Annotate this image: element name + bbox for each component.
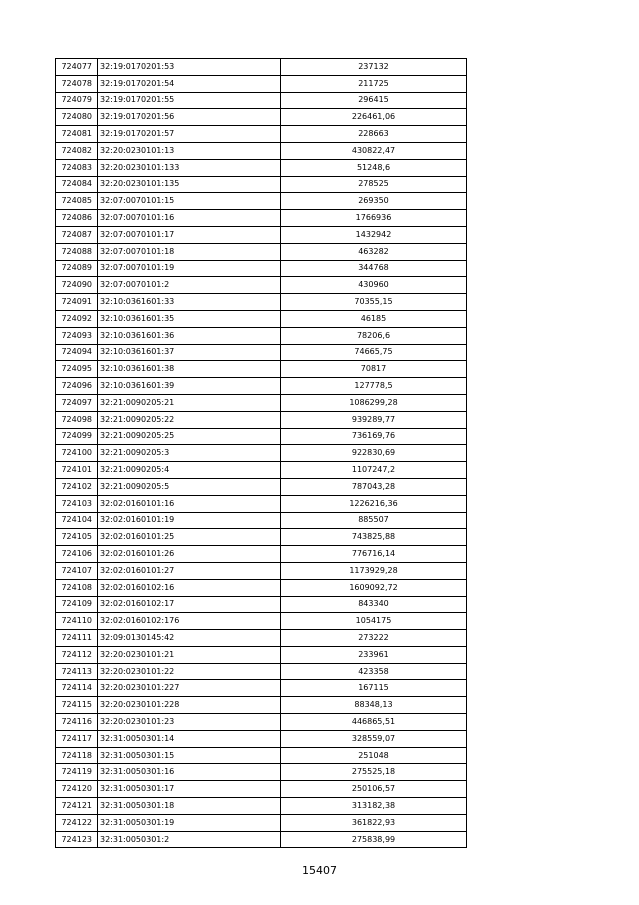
value-cell: 275525,18	[281, 764, 467, 781]
table-row	[56, 546, 467, 563]
value-cell: 843340	[281, 596, 467, 613]
value-cell: 233961	[281, 646, 467, 663]
row-id-cell: 724090	[56, 277, 98, 294]
value-cell: 269350	[281, 193, 467, 210]
row-id-cell: 724095	[56, 361, 98, 378]
table-row	[56, 781, 467, 798]
value-cell: 1173929,28	[281, 562, 467, 579]
table-row	[56, 445, 467, 462]
cadastral-number-cell: 32:20:0230101:21	[98, 646, 281, 663]
cadastral-number-cell: 32:02:0160101:19	[98, 512, 281, 529]
cadastral-number-cell: 32:02:0160102:176	[98, 613, 281, 630]
cadastral-number-cell: 32:21:0090205:5	[98, 478, 281, 495]
row-id-cell: 724110	[56, 613, 98, 630]
value-cell: 1432942	[281, 226, 467, 243]
row-id-cell: 724099	[56, 428, 98, 445]
value-cell: 344768	[281, 260, 467, 277]
value-cell: 328559,07	[281, 730, 467, 747]
value-cell: 167115	[281, 680, 467, 697]
row-id-cell: 724080	[56, 109, 98, 126]
cadastral-number-cell: 32:20:0230101:227	[98, 680, 281, 697]
value-cell: 922830,69	[281, 445, 467, 462]
row-id-cell: 724081	[56, 126, 98, 143]
cadastral-number-cell: 32:31:0050301:18	[98, 798, 281, 815]
row-id-cell: 724109	[56, 596, 98, 613]
row-id-cell: 724118	[56, 747, 98, 764]
cadastral-number-cell: 32:07:0070101:16	[98, 210, 281, 227]
value-cell: 74665,75	[281, 344, 467, 361]
value-cell: 251048	[281, 747, 467, 764]
row-id-cell: 724092	[56, 310, 98, 327]
value-cell: 423358	[281, 663, 467, 680]
cadastral-number-cell: 32:07:0070101:19	[98, 260, 281, 277]
row-id-cell: 724108	[56, 579, 98, 596]
cadastral-number-cell: 32:31:0050301:17	[98, 781, 281, 798]
value-cell: 446865,51	[281, 714, 467, 731]
table-row	[56, 613, 467, 630]
table-row	[56, 814, 467, 831]
table-row	[56, 361, 467, 378]
value-cell: 1054175	[281, 613, 467, 630]
table-row	[56, 193, 467, 210]
cadastral-number-cell: 32:10:0361601:37	[98, 344, 281, 361]
table-row	[56, 75, 467, 92]
cadastral-number-cell: 32:20:0230101:13	[98, 142, 281, 159]
value-cell: 275838,99	[281, 831, 467, 848]
value-cell: 127778,5	[281, 378, 467, 395]
row-id-cell: 724086	[56, 210, 98, 227]
cadastral-number-cell: 32:10:0361601:38	[98, 361, 281, 378]
table-row	[56, 596, 467, 613]
value-cell: 1766936	[281, 210, 467, 227]
cadastral-number-cell: 32:21:0090205:22	[98, 411, 281, 428]
table-row	[56, 714, 467, 731]
cadastral-number-cell: 32:09:0130145:42	[98, 630, 281, 647]
table-row	[56, 428, 467, 445]
table-row	[56, 680, 467, 697]
row-id-cell: 724113	[56, 663, 98, 680]
cadastral-number-cell: 32:02:0160101:26	[98, 546, 281, 563]
value-cell: 1086299,28	[281, 394, 467, 411]
row-id-cell: 724079	[56, 92, 98, 109]
cadastral-number-cell: 32:10:0361601:39	[98, 378, 281, 395]
row-id-cell: 724078	[56, 75, 98, 92]
cadastral-number-cell: 32:20:0230101:228	[98, 697, 281, 714]
table-row	[56, 529, 467, 546]
value-cell: 361822,93	[281, 814, 467, 831]
table-row	[56, 630, 467, 647]
cadastral-number-cell: 32:20:0230101:23	[98, 714, 281, 731]
value-cell: 88348,13	[281, 697, 467, 714]
value-cell: 278525	[281, 176, 467, 193]
value-cell: 885507	[281, 512, 467, 529]
value-cell: 736169,76	[281, 428, 467, 445]
cadastral-number-cell: 32:07:0070101:15	[98, 193, 281, 210]
cadastral-number-cell: 32:02:0160101:27	[98, 562, 281, 579]
row-id-cell: 724100	[56, 445, 98, 462]
cadastral-number-cell: 32:31:0050301:14	[98, 730, 281, 747]
row-id-cell: 724088	[56, 243, 98, 260]
cadastral-number-cell: 32:02:0160101:25	[98, 529, 281, 546]
value-cell: 70355,15	[281, 294, 467, 311]
row-id-cell: 724089	[56, 260, 98, 277]
table-row	[56, 327, 467, 344]
cadastral-number-cell: 32:20:0230101:135	[98, 176, 281, 193]
table-row	[56, 394, 467, 411]
value-cell: 226461,06	[281, 109, 467, 126]
value-cell: 273222	[281, 630, 467, 647]
row-id-cell: 724087	[56, 226, 98, 243]
cadastral-number-cell: 32:02:0160102:17	[98, 596, 281, 613]
table-row	[56, 59, 467, 76]
cadastral-number-cell: 32:31:0050301:16	[98, 764, 281, 781]
table-row	[56, 277, 467, 294]
value-cell: 787043,28	[281, 478, 467, 495]
table-row	[56, 579, 467, 596]
table-row	[56, 159, 467, 176]
table-row	[56, 411, 467, 428]
cadastral-number-cell: 32:21:0090205:25	[98, 428, 281, 445]
table-row	[56, 663, 467, 680]
value-cell: 313182,38	[281, 798, 467, 815]
row-id-cell: 724117	[56, 730, 98, 747]
row-id-cell: 724121	[56, 798, 98, 815]
row-id-cell: 724083	[56, 159, 98, 176]
cadastral-number-cell: 32:21:0090205:3	[98, 445, 281, 462]
row-id-cell: 724077	[56, 59, 98, 76]
cadastral-number-cell: 32:20:0230101:133	[98, 159, 281, 176]
table-row	[56, 176, 467, 193]
table-row	[56, 831, 467, 848]
cadastral-number-cell: 32:02:0160102:16	[98, 579, 281, 596]
cadastral-number-cell: 32:07:0070101:2	[98, 277, 281, 294]
row-id-cell: 724112	[56, 646, 98, 663]
cadastral-number-cell: 32:07:0070101:17	[98, 226, 281, 243]
value-cell: 51248,6	[281, 159, 467, 176]
table-row	[56, 294, 467, 311]
table-row	[56, 495, 467, 512]
row-id-cell: 724094	[56, 344, 98, 361]
cadastral-number-cell: 32:31:0050301:15	[98, 747, 281, 764]
cadastral-number-cell: 32:07:0070101:18	[98, 243, 281, 260]
value-cell: 211725	[281, 75, 467, 92]
row-id-cell: 724102	[56, 478, 98, 495]
cadastral-number-cell: 32:19:0170201:55	[98, 92, 281, 109]
value-cell: 78206,6	[281, 327, 467, 344]
table-row	[56, 462, 467, 479]
row-id-cell: 724114	[56, 680, 98, 697]
table-row	[56, 344, 467, 361]
row-id-cell: 724107	[56, 562, 98, 579]
table-row	[56, 243, 467, 260]
row-id-cell: 724122	[56, 814, 98, 831]
table-row	[56, 378, 467, 395]
cadastral-number-cell: 32:10:0361601:36	[98, 327, 281, 344]
row-id-cell: 724119	[56, 764, 98, 781]
value-cell: 228663	[281, 126, 467, 143]
page-number: 15407	[302, 864, 337, 877]
row-id-cell: 724101	[56, 462, 98, 479]
table-row	[56, 92, 467, 109]
table-row	[56, 478, 467, 495]
table-row	[56, 798, 467, 815]
table-row	[56, 226, 467, 243]
table-row	[56, 697, 467, 714]
cadastral-value-table	[55, 58, 467, 848]
row-id-cell: 724105	[56, 529, 98, 546]
row-id-cell: 724111	[56, 630, 98, 647]
row-id-cell: 724085	[56, 193, 98, 210]
row-id-cell: 724106	[56, 546, 98, 563]
value-cell: 939289,77	[281, 411, 467, 428]
cadastral-number-cell: 32:21:0090205:21	[98, 394, 281, 411]
table-row	[56, 646, 467, 663]
table-row	[56, 512, 467, 529]
row-id-cell: 724093	[56, 327, 98, 344]
value-cell: 237132	[281, 59, 467, 76]
cadastral-number-cell: 32:21:0090205:4	[98, 462, 281, 479]
row-id-cell: 724104	[56, 512, 98, 529]
row-id-cell: 724116	[56, 714, 98, 731]
row-id-cell: 724120	[56, 781, 98, 798]
row-id-cell: 724096	[56, 378, 98, 395]
value-cell: 296415	[281, 92, 467, 109]
cadastral-number-cell: 32:10:0361601:35	[98, 310, 281, 327]
table-row	[56, 730, 467, 747]
value-cell: 463282	[281, 243, 467, 260]
cadastral-number-cell: 32:20:0230101:22	[98, 663, 281, 680]
row-id-cell: 724123	[56, 831, 98, 848]
cadastral-number-cell: 32:10:0361601:33	[98, 294, 281, 311]
row-id-cell: 724091	[56, 294, 98, 311]
table-row	[56, 747, 467, 764]
cadastral-number-cell: 32:19:0170201:54	[98, 75, 281, 92]
row-id-cell: 724115	[56, 697, 98, 714]
row-id-cell: 724098	[56, 411, 98, 428]
row-id-cell: 724084	[56, 176, 98, 193]
cadastral-number-cell: 32:02:0160101:16	[98, 495, 281, 512]
cadastral-number-cell: 32:31:0050301:19	[98, 814, 281, 831]
row-id-cell: 724103	[56, 495, 98, 512]
value-cell: 46185	[281, 310, 467, 327]
table-row	[56, 310, 467, 327]
value-cell: 430822,47	[281, 142, 467, 159]
cadastral-number-cell: 32:19:0170201:57	[98, 126, 281, 143]
table-row	[56, 562, 467, 579]
value-cell: 1107247,2	[281, 462, 467, 479]
table-row	[56, 109, 467, 126]
cadastral-number-cell: 32:19:0170201:56	[98, 109, 281, 126]
value-cell: 250106,57	[281, 781, 467, 798]
table-row	[56, 210, 467, 227]
row-id-cell: 724097	[56, 394, 98, 411]
table-body	[56, 59, 467, 848]
table-row	[56, 260, 467, 277]
table-row	[56, 126, 467, 143]
value-cell: 1226216,36	[281, 495, 467, 512]
cadastral-number-cell: 32:19:0170201:53	[98, 59, 281, 76]
cadastral-number-cell: 32:31:0050301:2	[98, 831, 281, 848]
value-cell: 430960	[281, 277, 467, 294]
table-row	[56, 764, 467, 781]
value-cell: 1609092,72	[281, 579, 467, 596]
row-id-cell: 724082	[56, 142, 98, 159]
value-cell: 776716,14	[281, 546, 467, 563]
table-row	[56, 142, 467, 159]
value-cell: 70817	[281, 361, 467, 378]
value-cell: 743825,88	[281, 529, 467, 546]
